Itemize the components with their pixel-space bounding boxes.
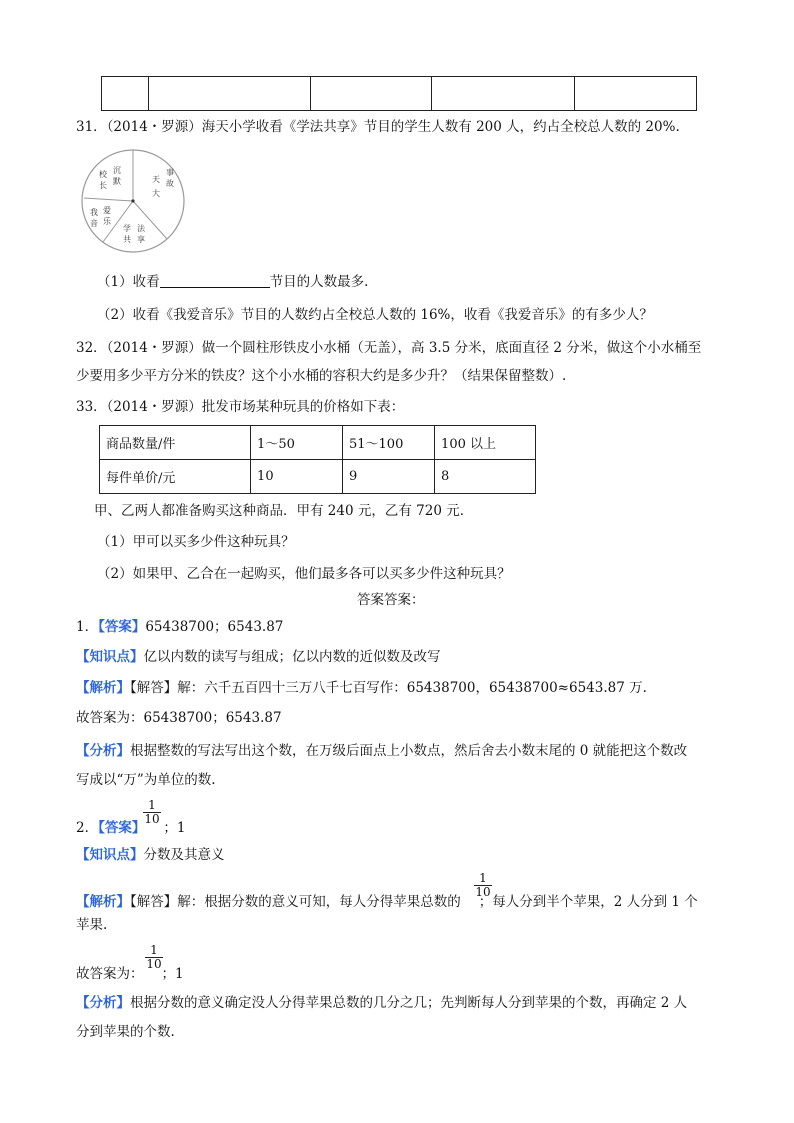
table-header-cell: 1～50 bbox=[251, 426, 343, 460]
q31-sub2: （2）收看《我爱音乐》节目的人数约占全校总人数的 16%，收看《我爱音乐》的有多少人？ bbox=[97, 307, 653, 323]
q32-line2: 少要用多少平方分米的铁皮？这个小水桶的容积大约是多少升？（结果保留整数）. bbox=[76, 368, 567, 384]
table-header-cell: 100 以上 bbox=[435, 426, 536, 460]
svg-text:天: 天 bbox=[152, 175, 160, 184]
svg-text:我: 我 bbox=[90, 208, 98, 217]
svg-text:长: 长 bbox=[99, 181, 107, 190]
q32-line1: 32．（2014・罗源）做一个圆柱形铁皮小水桶（无盖），高 3.5 分米，底面直径 2 分米，做这个小水桶至 bbox=[76, 340, 702, 356]
svg-text:校: 校 bbox=[99, 170, 107, 179]
a1-fenxi-line1: 【分析】根据整数的写法写出这个数，在万级后面点上小数点，然后舍去小数末尾的 0 就能把这个数改 bbox=[76, 743, 688, 759]
table-cell: 9 bbox=[342, 460, 434, 494]
a2-analysis-fraction: $\frac{1}{10}$ bbox=[475, 871, 491, 899]
q33-sub1: （1）甲可以买多少件这种玩具？ bbox=[97, 534, 295, 550]
svg-text:音: 音 bbox=[90, 219, 98, 228]
pie-label-bottom: 法 bbox=[137, 224, 145, 233]
svg-text:学: 学 bbox=[123, 224, 131, 233]
table-cell: 每件单价/元 bbox=[100, 460, 251, 494]
a2-fenxi-line1: 【分析】根据分数的意义确定没人分得苹果总数的几分之几；先判断每人分到苹果的个数，再确定 2 人 bbox=[76, 995, 688, 1011]
top-table-fragment bbox=[101, 76, 697, 111]
q33-intro: 33．（2014・罗源）批发市场某种玩具的价格如下表： bbox=[76, 399, 405, 415]
a1-fenxi-line2: 写成以“万”为单位的数. bbox=[76, 772, 216, 788]
table-cell bbox=[575, 77, 697, 111]
a1-conclusion: 故答案为：65438700；6543.87 bbox=[76, 710, 282, 726]
a2-fenxi-line2: 分到苹果的个数. bbox=[76, 1024, 175, 1040]
a2-fraction: $\frac{1}{10}$ bbox=[144, 798, 160, 826]
svg-text:享: 享 bbox=[137, 235, 145, 244]
table-cell bbox=[148, 77, 310, 111]
a1-analysis: 【解析】【解答】解：六千五百四十三万八千七百写作：65438700，65438700≈6543.87 万. bbox=[76, 680, 647, 696]
table-cell: 8 bbox=[435, 460, 536, 494]
a2-analysis: 【解析】【解答】解：根据分数的意义可知，每人分得苹果总数的 ；每人分到半个苹果，2 人分到 1 个 bbox=[76, 894, 698, 910]
table-cell bbox=[432, 77, 575, 111]
table-header-cell: 商品数量/件 bbox=[100, 426, 251, 460]
table-cell bbox=[310, 77, 432, 111]
table-cell bbox=[102, 77, 149, 111]
q31-text: 31．（2014・罗源）海天小学收看《学法共享》节目的学生人数有 200 人，约占全校总人数的 20%. bbox=[76, 119, 680, 135]
a2-knowledge: 【知识点】分数及其意义 bbox=[76, 847, 225, 863]
a2-answer: 2．【答案】 ；1 bbox=[76, 820, 186, 836]
svg-text:乐: 乐 bbox=[103, 217, 111, 226]
pie-label-top-left: 沉 bbox=[113, 166, 121, 175]
table-header-cell: 51～100 bbox=[342, 426, 434, 460]
pie-label-top-right: 事 bbox=[166, 168, 174, 177]
a2-conclusion: 故答案为： ；1 bbox=[76, 966, 184, 982]
svg-text:共: 共 bbox=[123, 235, 131, 244]
price-table bbox=[99, 425, 536, 494]
a1-answer: 1．【答案】65438700；6543.87 bbox=[76, 619, 284, 635]
svg-text:大: 大 bbox=[152, 189, 160, 198]
table-cell: 10 bbox=[251, 460, 343, 494]
svg-text:默: 默 bbox=[113, 177, 121, 186]
q33-line1: 甲、乙两人都准备购买这种商品．甲有 240 元，乙有 720 元． bbox=[94, 503, 474, 519]
pie-chart bbox=[79, 141, 191, 261]
svg-text:故: 故 bbox=[166, 179, 174, 188]
pie-label-left: 爱 bbox=[103, 206, 111, 215]
q33-sub2: （2）如果甲、乙合在一起购买，他们最多各可以买多少件这种玩具？ bbox=[97, 566, 511, 582]
answer-blank bbox=[160, 273, 270, 288]
q31-sub1: （1）收看 节目的人数最多. bbox=[97, 274, 369, 290]
answers-heading: 答案答案： bbox=[357, 592, 425, 608]
a2-analysis-line2: 苹果. bbox=[76, 917, 108, 933]
a1-knowledge: 【知识点】亿以内数的读写与组成；亿以内数的近似数及改写 bbox=[76, 649, 441, 665]
a2-conclusion-fraction: $\frac{1}{10}$ bbox=[146, 943, 162, 971]
